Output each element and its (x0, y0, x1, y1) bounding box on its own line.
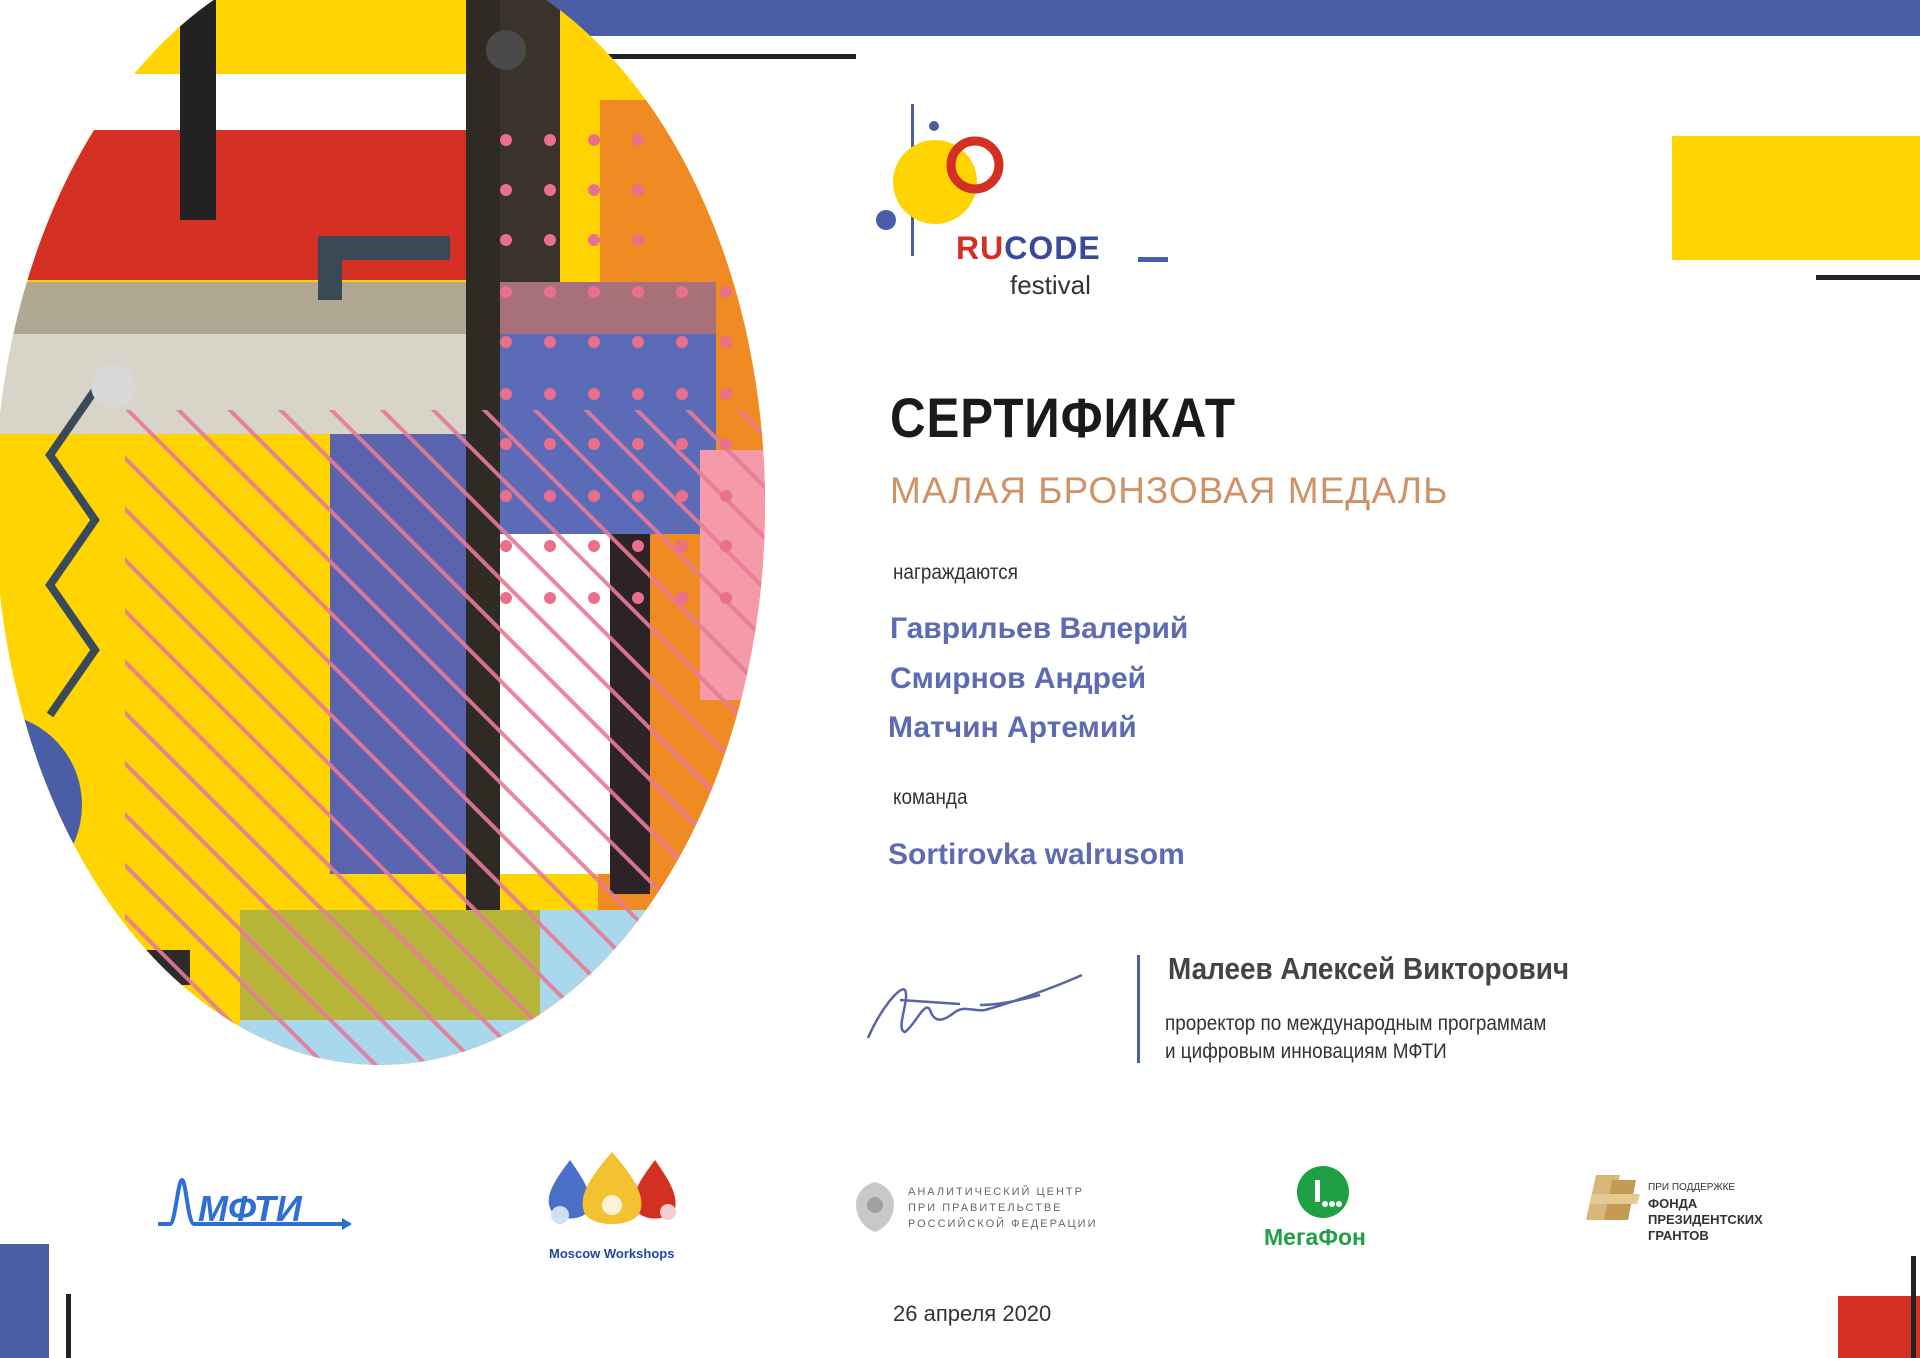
emblem-icon (856, 1182, 894, 1232)
award-title: МАЛАЯ БРОНЗОВАЯ МЕДАЛЬ (890, 470, 1449, 511)
team-label: команда (893, 786, 968, 809)
grants-fund-icon (1586, 1175, 1640, 1220)
signature-scribble (868, 975, 1082, 1038)
mipt-logo-text: МФТИ (198, 1188, 302, 1229)
circle-composition (0, 0, 895, 1358)
grants-line: ПРИ ПОДДЕРЖКЕ (1648, 1182, 1736, 1193)
certificate-title: СЕРТИФИКАТ (890, 386, 1236, 449)
grants-fund-label (1648, 1180, 1763, 1244)
grants-line: ПРЕЗИДЕНТСКИХ (1648, 1212, 1763, 1227)
bottom-right-red-block (1838, 1296, 1920, 1358)
recipient-name: Гаврильев Валерий (890, 612, 1189, 645)
analytical-center-label (908, 1184, 1097, 1232)
moscow-workshops-label: Moscow Workshops (549, 1246, 675, 1261)
signature-divider (1137, 955, 1140, 1063)
recipient-name: Матчин Артемий (888, 711, 1137, 744)
certificate-date: 26 апреля 2020 (893, 1301, 1052, 1326)
signatory-name: Малеев Алексей Викторович (1168, 951, 1570, 986)
grants-line: ФОНДА (1648, 1196, 1698, 1211)
grants-line: ГРАНТОВ (1648, 1228, 1709, 1243)
signatory-position-line2: и цифровым инновациям МФТИ (1165, 1040, 1447, 1063)
right-yellow-block (1672, 136, 1920, 260)
rucode-prefix: RU (956, 230, 1005, 266)
moscow-workshops-icon (549, 1152, 676, 1224)
analytical-center-line: РОССИЙСКОЙ ФЕДЕРАЦИИ (908, 1218, 1098, 1230)
rucode-wordmark (956, 230, 1101, 267)
analytical-center-line: АНАЛИТИЧЕСКИЙ ЦЕНТР (908, 1186, 1084, 1198)
signatory-position-line1: проректор по международным программам (1165, 1012, 1547, 1035)
team-name: Sortirovka walrusom (888, 838, 1185, 871)
top-blue-bar (480, 0, 1920, 36)
bottom-right-line (1911, 1256, 1916, 1358)
bottom-left-blue-block (0, 1244, 49, 1358)
right-black-line (1816, 275, 1920, 280)
recipient-name: Смирнов Андрей (890, 662, 1147, 695)
bottom-left-line (66, 1294, 71, 1358)
analytical-center-line: ПРИ ПРАВИТЕЛЬСТВЕ (908, 1202, 1063, 1214)
awarded-label: награждаются (893, 561, 1018, 584)
megafon-label: МегаФон (1264, 1224, 1366, 1250)
festival-subtitle: festival (1010, 270, 1091, 300)
rucode-suffix: CODE (1004, 230, 1101, 266)
top-black-line (606, 54, 856, 59)
megafon-icon (1297, 1166, 1349, 1218)
